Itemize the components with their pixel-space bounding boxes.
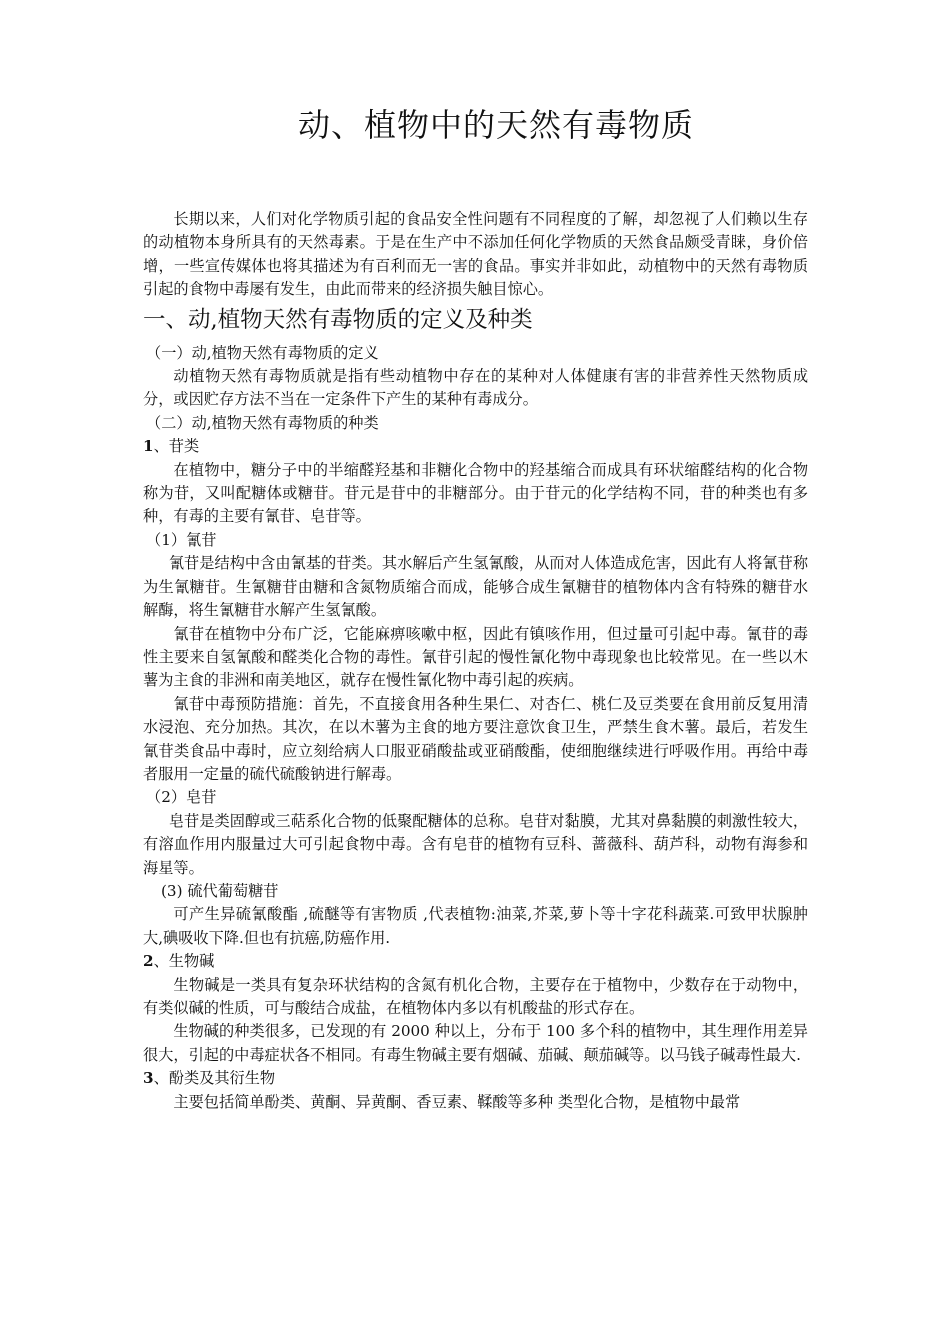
glucosinolate-paragraph: 可产生异硫氰酸酯 ,硫醚等有害物质 ,代表植物:油菜,芥菜,萝卜等十字花科蔬菜.可致甲状腺肿大,碘吸收下降.但也有抗癌,防癌作用. <box>143 905 808 947</box>
subitem-heading-glucosinolate: (3) 硫代葡萄糖苷 <box>161 881 279 900</box>
section-heading-1: 一、动,植物天然有毒物质的定义及种类 <box>143 306 533 333</box>
subitem-heading-cyanogenic: （1）氰苷 <box>146 530 217 549</box>
subsection-heading-types: （二）动,植物天然有毒物质的种类 <box>146 413 379 432</box>
subitem-heading-saponin: （2）皂苷 <box>146 788 217 807</box>
cyanogenic-paragraph-3: 氰苷中毒预防措施：首先，不直接食用各种生果仁、对杏仁、桃仁及豆类要在食用前反复用清水浸泡、充分加热。其次，在以木薯为主食的地方要注意饮食卫生，严禁生食木薯。最后，若发生氰苷类食品中毒时，应立刻给病人口服亚硝酸盐或亚硝酸酯，使细胞继续进行呼吸作用。再给中毒者服用一定量的硫代硫酸钠进行解毒。 <box>143 694 808 783</box>
phenols-paragraph: 主要包括简单酚类、黄酮、异黄酮、香豆素、鞣酸等多种 类型化合物，是植物中最常 <box>173 1092 741 1111</box>
cyanogenic-paragraph-1: 氰苷是结构中含由氰基的苷类。其水解后产生氢氰酸，从而对人体造成危害，因此有人将氰苷称为生氰糖苷。生氰糖苷由糖和含氮物质缩合而成，能够合成生氰糖苷的植物体内含有特殊的糖苷水解酶，将生氰糖苷水解产生氢氰酸。 <box>143 554 808 620</box>
item-heading-phenols: 3、酚类及其衍生物 <box>143 1069 276 1088</box>
definition-paragraph: 动植物天然有毒物质就是指有些动植物中存在的某种对人体健康有害的非营养性天然物质成分，或因贮存方法不当在一定条件下产生的某种有毒成分。 <box>143 367 808 409</box>
cyanogenic-paragraph-2: 氰苷在植物中分布广泛，它能麻痹咳嗽中枢，因此有镇咳作用，但过量可引起中毒。氰苷的毒性主要来自氢氰酸和醛类化合物的毒性。氰苷引起的慢性氰化物中毒现象也比较常见。在一些以木薯为主食的非洲和南美地区，就存在慢性氰化物中毒引起的疾病。 <box>143 624 808 690</box>
intro-paragraph: 长期以来，人们对化学物质引起的食品安全性问题有不同程度的了解，却忽视了人们赖以生存的动植物本身所具有的天然毒素。于是在生产中不添加任何化学物质的天然食品颇受青睐，身价倍增，一些宣传媒体也将其描述为有百利而无一害的食品。事实并非如此，动植物中的天然有毒物质引起的食物中毒屡有发生，由此而带来的经济损失触目惊心。 <box>143 210 808 299</box>
glycosides-paragraph: 在植物中，糖分子中的半缩醛羟基和非糖化合物中的羟基缩合而成具有环状缩醛结构的化合物称为苷，又叫配糖体或糖苷。苷元是苷中的非糖部分。由于苷元的化学结构不同，苷的种类也有多种，有毒的主要有氰苷、皂苷等。 <box>143 460 808 526</box>
subsection-heading-definition: （一）动,植物天然有毒物质的定义 <box>146 343 379 362</box>
item-heading-alkaloids: 2、生物碱 <box>143 952 215 971</box>
saponin-paragraph: 皂苷是类固醇或三萜系化合物的低聚配糖体的总称。皂苷对黏膜，尤其对鼻黏膜的刺激性较大，有溶血作用内服量过大可引起食物中毒。含有皂苷的植物有豆科、蔷薇科、葫芦科，动物有海参和海星等。 <box>143 811 808 877</box>
document-body <box>143 208 808 1114</box>
document-title: 动、植物中的天然有毒物质 <box>298 106 695 144</box>
alkaloids-paragraph-2: 生物碱的种类很多，已发现的有 2000 种以上，分布于 100 多个科的植物中，其生理作用差异很大，引起的中毒症状各不相同。有毒生物碱主要有烟碱、茄碱、颠茄碱等。以马钱子碱毒性最大. <box>143 1022 808 1064</box>
alkaloids-paragraph-1: 生物碱是一类具有复杂环状结构的含氮有机化合物，主要存在于植物中，少数存在于动物中，有类似碱的性质，可与酸结合成盐，在植物体内多以有机酸盐的形式存在。 <box>143 975 808 1017</box>
item-heading-glycosides: 1、苷类 <box>143 437 200 456</box>
